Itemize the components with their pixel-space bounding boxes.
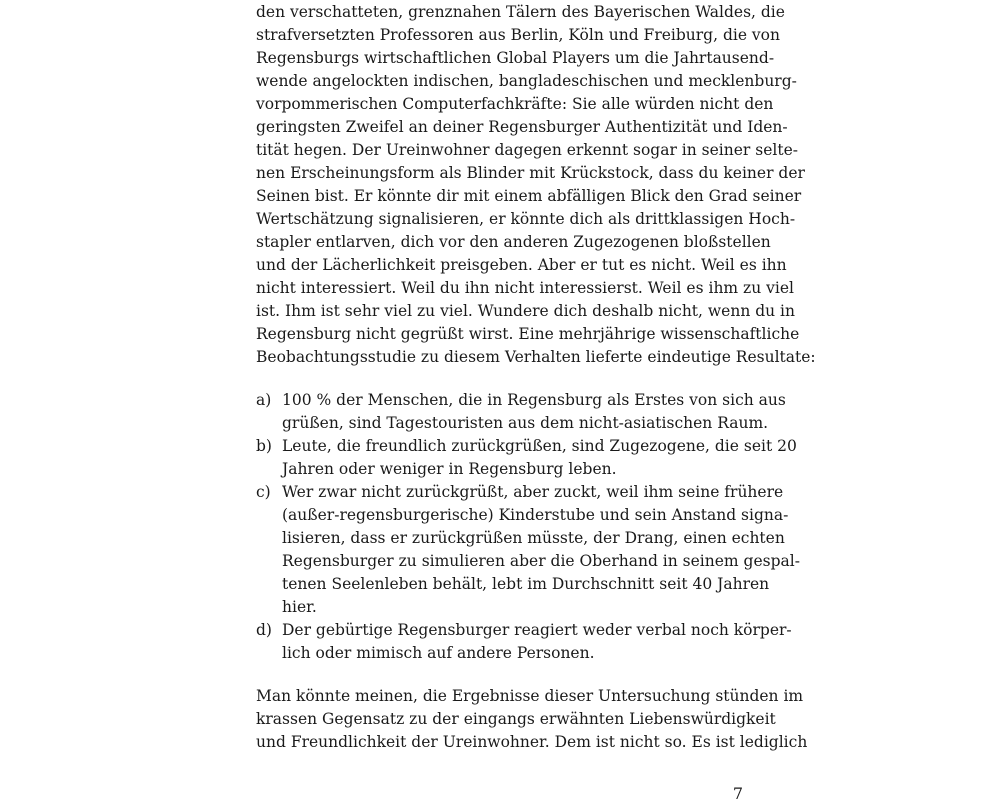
list-item-line: tenen Seelenleben behält, lebt im Durchschnitt seit 40 Jahren: [282, 575, 770, 593]
text-line: Beobachtungsstudie zu diesem Verhalten lieferte eindeutige Resultate:: [256, 348, 816, 366]
page-number: 7: [732, 784, 743, 803]
text-line: Regensburg nicht gegrüßt wirst. Eine mehrjährige wissenschaftliche: [256, 325, 800, 343]
list-item-line: Leute, die freundlich zurückgrüßen, sind Zugezogene, die seit 20: [282, 437, 797, 455]
book-page: [256, 0, 816, 803]
list-item-label: b): [256, 437, 272, 455]
text-line: Seinen bist. Er könnte dir mit einem abfälligen Blick den Grad seiner: [256, 187, 802, 205]
list-item-line: Der gebürtige Regensburger reagiert weder verbal noch körper-: [282, 621, 792, 639]
text-line: Man könnte meinen, die Ergebnisse dieser Untersuchung stünden im: [256, 687, 804, 705]
list-item-line: (außer-regensburgerische) Kinderstube und sein Anstand signa-: [282, 506, 789, 524]
text-line: und Freundlichkeit der Ureinwohner. Dem ist nicht so. Es ist lediglich: [256, 733, 808, 751]
text-line: den verschatteten, grenznahen Tälern des Bayerischen Waldes, die: [256, 3, 785, 21]
text-line: ist. Ihm ist sehr viel zu viel. Wundere dich deshalb nicht, wenn du in: [256, 302, 795, 320]
list-item-label: d): [256, 621, 272, 639]
list-item-line: Wer zwar nicht zurückgrüßt, aber zuckt, weil ihm seine frühere: [282, 483, 784, 501]
text-line: nicht interessiert. Weil du ihn nicht interessierst. Weil es ihm zu viel: [256, 279, 794, 297]
list-item-line: Regensburger zu simulieren aber die Oberhand in seinem gespal-: [282, 552, 800, 570]
list-item-label: c): [256, 483, 271, 501]
text-line: vorpommerischen Computerfachkräfte: Sie alle würden nicht den: [256, 95, 774, 113]
text-line: strafversetzten Professoren aus Berlin, Köln und Freiburg, die von: [256, 26, 780, 44]
text-line: krassen Gegensatz zu der eingangs erwähnten Liebenswürdigkeit: [256, 710, 776, 728]
text-line: stapler entlarven, dich vor den anderen Zugezogenen bloßstellen: [256, 233, 771, 251]
list-item-line: Jahren oder weniger in Regensburg leben.: [282, 460, 617, 478]
list-item-label: a): [256, 391, 272, 409]
list-item-line: lisieren, dass er zurückgrüßen müsste, der Drang, einen echten: [282, 529, 785, 547]
list-item-line: lich oder mimisch auf andere Personen.: [282, 644, 595, 662]
text-line: Wertschätzung signalisieren, er könnte dich als drittklassigen Hoch-: [256, 210, 796, 228]
list-item-line: 100 % der Menschen, die in Regensburg als Erstes von sich aus: [282, 391, 786, 409]
text-line: nen Erscheinungsform als Blinder mit Krückstock, dass du keiner der: [256, 164, 805, 182]
text-line: geringsten Zweifel an deiner Regensburger Authentizität und Iden-: [256, 118, 788, 136]
text-line: tität hegen. Der Ureinwohner dagegen erkennt sogar in seiner selte-: [256, 141, 798, 159]
text-line: und der Lächerlichkeit preisgeben. Aber er tut es nicht. Weil es ihn: [256, 256, 787, 274]
list-item-line: grüßen, sind Tagestouristen aus dem nicht-asiatischen Raum.: [282, 414, 769, 432]
text-line: Regensburgs wirtschaftlichen Global Players um die Jahrtausend-: [256, 49, 775, 67]
text-line: wende angelockten indischen, bangladeschischen und mecklenburg-: [256, 72, 797, 90]
list-item-line: hier.: [282, 598, 317, 616]
